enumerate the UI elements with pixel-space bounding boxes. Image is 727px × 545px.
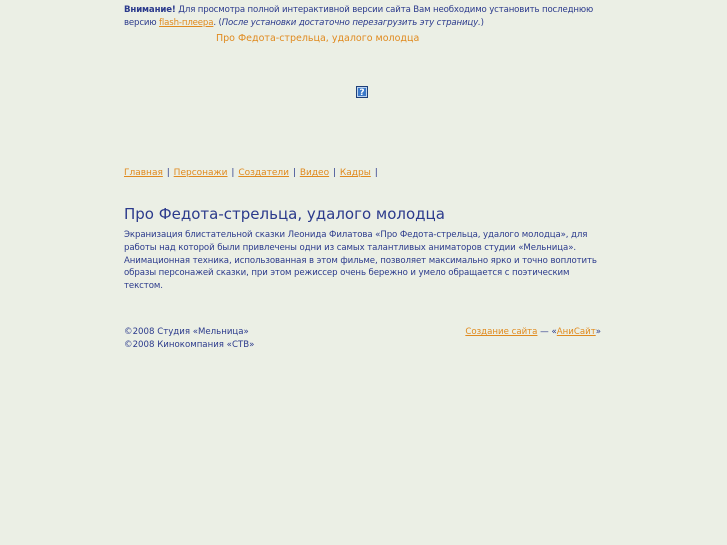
flash-notice bbox=[124, 4, 600, 30]
nav-separator: | bbox=[292, 168, 296, 178]
nav-separator: | bbox=[374, 168, 378, 178]
site-creation-link[interactable]: Создание сайта bbox=[465, 327, 538, 337]
nav-separator: | bbox=[332, 168, 337, 178]
nav-item-characters[interactable]: Персонажи bbox=[173, 168, 228, 178]
flash-fallback-title: Про Федота-стрельца, удалого молодца bbox=[216, 33, 420, 44]
footer-copyright bbox=[124, 326, 254, 352]
credit-dash: — « bbox=[537, 327, 557, 337]
nav-item-home[interactable]: Главная bbox=[124, 168, 163, 178]
film-description: Экранизация блистательной сказки Леонида Филатова «Про Федота-стрельца, удалого молодца», для работы над которой были привлечены одни из самых талантливых аниматоров студии «Мельница». Анимационная техника, использованная в этом фильме, позволяет максимально ярко и точно воплотить образы персонажей сказки, при этом режиссер очень бережно и умело обращается с поэтическим текстом. bbox=[124, 230, 597, 292]
footer-credit bbox=[465, 326, 601, 339]
anisite-link[interactable]: АниСайт bbox=[556, 327, 596, 337]
main-nav bbox=[124, 168, 379, 178]
nav-item-frames[interactable]: Кадры bbox=[339, 168, 371, 178]
notice-text-after: . ( bbox=[213, 18, 222, 28]
nav-separator: | bbox=[166, 168, 170, 178]
credit-quote-end: » bbox=[595, 327, 601, 337]
nav-item-video[interactable]: Видео bbox=[299, 168, 330, 178]
copyright-company: ©2008 Кинокомпания «СТВ» bbox=[124, 340, 255, 350]
notice-hint: После установки достаточно перезагрузить эту страницу. bbox=[221, 18, 481, 28]
flash-player-link[interactable]: flash-плеера bbox=[159, 18, 214, 28]
missing-plugin-icon[interactable]: ? bbox=[356, 86, 368, 98]
nav-item-creators[interactable]: Создатели bbox=[238, 168, 290, 178]
notice-text: Для просмотра полной интерактивной версии сайта Вам необходимо установить последнюю версию bbox=[124, 5, 594, 28]
notice-closing: ) bbox=[480, 18, 484, 28]
copyright-studio: ©2008 Студия «Мельница» bbox=[124, 327, 249, 337]
page-title: Про Федота-стрельца, удалого молодца bbox=[124, 205, 445, 223]
notice-warning-label: Внимание! bbox=[124, 5, 176, 15]
nav-separator: | bbox=[231, 168, 235, 178]
